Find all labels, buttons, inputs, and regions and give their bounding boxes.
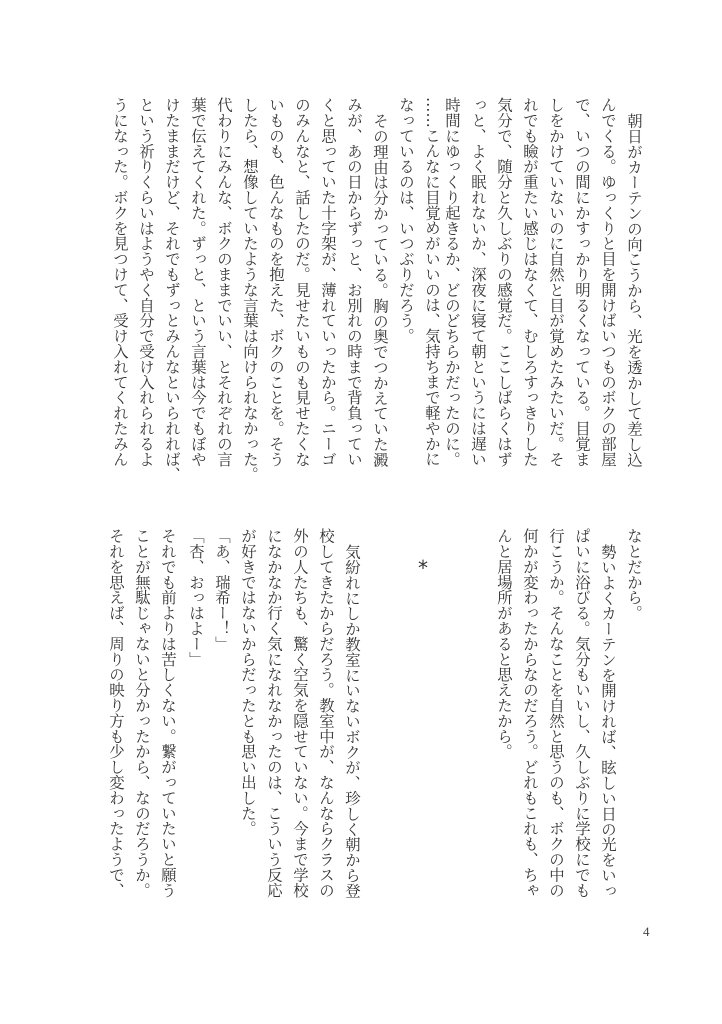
- text-line: なとだから。: [625, 528, 643, 621]
- text-line: しをかけていないのに自然と目が覚めたみたいだ。そ: [547, 97, 565, 467]
- scene-break-asterisk: *: [418, 556, 428, 580]
- text-line: 何かが変わったからなのだろう。どれもこれも、ちゃ: [521, 528, 539, 898]
- text-line: その理由は分かっている。胸の奥でつかえていた澱: [371, 113, 389, 468]
- text-line: んと居場所があると思えたから。: [495, 528, 513, 759]
- text-line: 葉で伝えてくれた。ずっと、という言葉は今でもぼや: [189, 97, 207, 467]
- text-line: 行こうか。そんなことを自然と思うのも、ボクの中の: [547, 528, 565, 898]
- text-line: 朝日がカーテンの向こうから、光を透かして差し込: [625, 113, 643, 468]
- page-number: 4: [643, 924, 650, 939]
- text-line: んでくる。ゆっくりと目を開けばいつものボクの部屋: [599, 97, 617, 467]
- text-line: 外の人たちも、驚く空気を隠せていない。今まで学校: [291, 528, 309, 898]
- dialogue-line: 「あ、瑞希ー！」: [213, 528, 231, 652]
- text-line: 校してきたからだろう。教室中が、なんならクラスの: [317, 528, 335, 898]
- text-line: 気紛れにしか教室にいないボクが、珍しく朝から登: [343, 544, 361, 899]
- text-line: ……こんなに目覚めがいいのは、気持ちまで軽やかに: [423, 97, 441, 467]
- text-line: で、いつの間にかすっかり明るくなっている。目覚ま: [573, 97, 591, 467]
- text-line: それでも前よりは苦しくない。繋がっていたいと願う: [159, 528, 177, 898]
- text-line: したら、想像していたような言葉は向けられなかった。: [241, 97, 259, 482]
- text-line: 勢いよくカーテンを開ければ、眩しい日の光をいっ: [599, 544, 617, 899]
- text-line: 時間にゆっくり起きるか、どのどちらかだったのに。: [443, 97, 461, 467]
- text-line: という祈りくらいはようやく自分で受け入れられるよ: [137, 97, 155, 467]
- text-line: になかなか行く気になれなかったのは、こういう反応: [265, 528, 283, 898]
- text-line: くと思っていた十字架が、薄れていったから。ニーゴ: [319, 97, 337, 467]
- text-line: っと、よく眠れないか、深夜に寝て朝というには遅い: [469, 97, 487, 467]
- text-line: ぱいに浴びる。気分もいいし、久しぶりに学校にでも: [573, 528, 591, 898]
- text-line: いものも、色んなものを抱えた、ボクのことを。そう: [267, 97, 285, 467]
- text-line: 気分で、随分と久しぶりの感覚だ。ここしばらくはず: [495, 97, 513, 467]
- dialogue-line: 「杏、おっはよー」: [187, 528, 205, 667]
- text-line: うになった。ボクを見つけて、受け入れてくれたみん: [111, 97, 129, 467]
- text-line: れでも瞼が重たい感じはなくて、むしろすっきりした: [521, 97, 539, 467]
- text-line: なっているのは、いつぶりだろう。: [397, 97, 415, 344]
- text-line: みが、あの日からずっと、お別れの時まで背負ってい: [345, 97, 363, 467]
- text-line: それを思えば、周りの映り方も少し変わったようで、: [107, 528, 125, 898]
- text-line: 代わりにみんな、ボクのままでいい、とそれぞれの言: [215, 97, 233, 467]
- text-line: ことが無駄じゃないと分かったから、なのだろうか。: [133, 528, 151, 898]
- text-line: のみんなと、話したのだ。見せたいものも見せたくな: [293, 97, 311, 467]
- text-line: が好きではないからだったとも思い出した。: [239, 528, 257, 836]
- text-line: けたままだけど、それでもずっとみんなといられれば、: [163, 97, 181, 482]
